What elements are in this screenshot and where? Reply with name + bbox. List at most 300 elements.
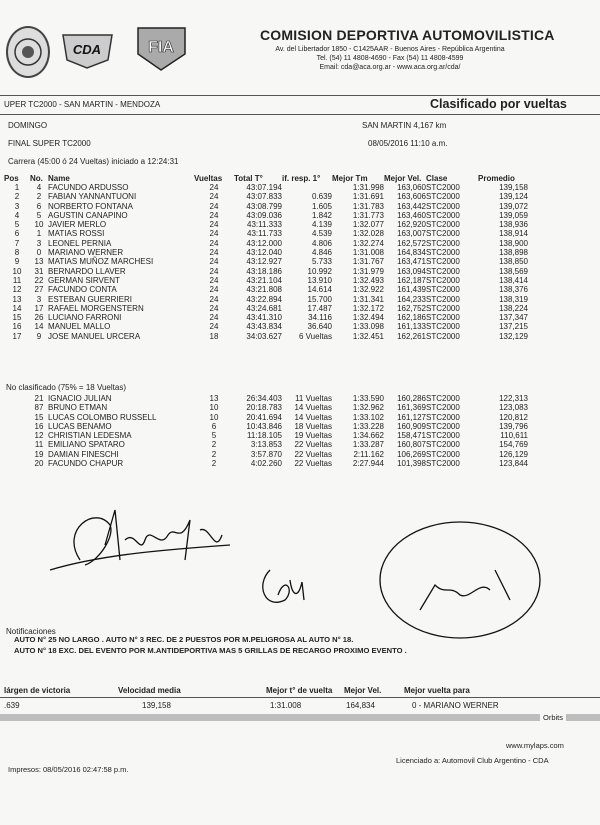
- cell-name: IGNACIO JULIAN: [48, 394, 112, 403]
- cell-pos: 10: [12, 266, 22, 276]
- cell-best: 2:27.944: [352, 459, 384, 469]
- cell-diff: 14.614: [307, 285, 332, 295]
- cell-name: EMILIANO SPATARO: [48, 440, 125, 450]
- cell-vel: 162,920: [397, 220, 426, 230]
- cell-laps: 6: [211, 421, 217, 431]
- club-seal-logo: [6, 26, 50, 78]
- cell-vel: 162,186: [397, 313, 426, 323]
- event-date: 08/05/2016 11:10 a.m.: [368, 139, 448, 148]
- note-line-2: AUTO N° 18 EXC. DEL EVENTO POR M.ANTIDEPORTIVA MAS 5 GRILLAS DE RECARGO PROXIMO EVENTO .: [14, 646, 407, 655]
- cell-total: 11:18.105: [247, 431, 282, 441]
- cell-total: 10:43.846: [246, 421, 282, 431]
- cell-avg: 139,124: [499, 192, 528, 202]
- org-title: COMISION DEPORTIVA AUTOMOVILISTICA: [260, 27, 555, 43]
- notes-label: Notificaciones: [6, 627, 56, 636]
- cell-diff: 4.139: [311, 220, 332, 230]
- cell-no: 31: [34, 266, 44, 276]
- cell-total: 43:21.808: [246, 285, 282, 295]
- cell-pos: [4, 422, 30, 431]
- signature-3-icon: [380, 522, 540, 638]
- table-row: [4, 220, 528, 229]
- cell-best: 1:32.962: [352, 403, 384, 413]
- signatures-area: [40, 500, 580, 640]
- cell-cls: STC2000: [426, 238, 460, 248]
- cell-name: JOSE MANUEL URCERA: [48, 331, 141, 341]
- footer-printed: Impresos: 08/05/2016 02:47:58 p.m.: [8, 765, 129, 774]
- cell-pos: [4, 450, 30, 459]
- table-row: [4, 276, 528, 285]
- table-row: [4, 285, 528, 294]
- cell-diff: 17.487: [307, 303, 332, 313]
- cell-total: 20:41.694: [246, 412, 282, 422]
- cell-no: 0: [36, 248, 42, 258]
- cell-name: DAMIAN FINESCHI: [48, 449, 119, 459]
- cell-diff: 6 Vueltas: [298, 331, 332, 341]
- table-row: [4, 257, 528, 266]
- not-classified-body: [4, 394, 528, 468]
- table-row: [4, 211, 528, 220]
- cell-vel: 101,398: [397, 459, 426, 469]
- cell-best: 1:32.274: [352, 238, 384, 248]
- cell-best: 1:32.028: [352, 229, 384, 239]
- cell-pos: 3: [14, 201, 20, 211]
- cell-cls: STC2000: [426, 313, 460, 323]
- event-day: DOMINGO: [8, 121, 48, 130]
- cell-total: 43:12.000: [246, 238, 282, 248]
- summary-h-bestlap-for: Mejor vuelta para: [404, 686, 470, 695]
- cell-name: LUCAS COLOMBO RUSSELL: [48, 412, 157, 422]
- cell-pos: 9: [14, 257, 20, 267]
- cell-pos: 2: [14, 192, 20, 202]
- event-session: FINAL SUPER TC2000: [8, 139, 91, 148]
- cell-cls: STC2000: [426, 229, 460, 239]
- cell-no: 27: [34, 285, 44, 295]
- cell-diff: 22 Vueltas: [294, 440, 332, 450]
- cell-cls: STC2000: [426, 266, 460, 276]
- cell-name: AGUSTIN CANAPINO: [48, 210, 128, 220]
- cell-pos: 8: [14, 248, 20, 258]
- cell-best: 1:33.098: [352, 322, 384, 332]
- cell-laps: 13: [209, 394, 219, 403]
- cell-pos: 11: [12, 275, 22, 285]
- cell-pos: 14: [12, 303, 22, 313]
- cell-total: 43:07.833: [246, 192, 282, 202]
- cell-pos: 17: [12, 331, 22, 341]
- summary-h-margin: lárgen de victoria: [4, 686, 71, 695]
- cell-no: 6: [36, 201, 42, 211]
- org-contact: Email: cda@aca.org.ar - www.aca.org.ar/cda/: [319, 64, 461, 71]
- cell-avg: 122,313: [499, 394, 528, 403]
- cell-name: MANUEL MALLO: [48, 322, 111, 332]
- cell-total: 43:07.194: [246, 183, 282, 192]
- cell-diff: 22 Vueltas: [294, 459, 332, 469]
- cda-shield-icon: [60, 30, 115, 70]
- cell-total: 43:12.040: [246, 248, 282, 258]
- cell-name: MARIANO WERNER: [48, 248, 124, 258]
- cell-cls: STC2000: [426, 394, 460, 403]
- cell-pos: [4, 413, 30, 422]
- cell-no: 5: [36, 210, 42, 220]
- cell-cls: STC2000: [426, 431, 460, 441]
- col-no: No.: [30, 174, 43, 183]
- cell-name: ESTEBAN GUERRIERI: [48, 294, 133, 304]
- cell-diff: 4.806: [311, 238, 332, 248]
- cell-laps: 2: [211, 459, 217, 469]
- cell-name: BERNARDO LLAVER: [48, 266, 126, 276]
- cell-cls: STC2000: [426, 331, 460, 341]
- cell-vel: 158,471: [397, 431, 426, 441]
- results-table: [4, 174, 528, 341]
- org-phone: Tel. (54) 11 4808-4690 - Fax (54) 11 4808-4599: [316, 55, 464, 62]
- summary-rule: [0, 697, 600, 698]
- cell-name: NORBERTO FONTANA: [48, 201, 133, 211]
- cell-no: 11: [34, 440, 44, 450]
- cell-best: 1:32.922: [352, 285, 384, 295]
- cell-vel: 163,094: [397, 266, 426, 276]
- cell-vel: 163,460: [397, 210, 426, 220]
- cell-vel: 160,286: [397, 394, 426, 403]
- cell-pos: [4, 403, 30, 412]
- cell-avg: 138,224: [499, 303, 528, 313]
- table-row: [4, 239, 528, 248]
- cell-pos: 15: [12, 313, 22, 323]
- cell-no: 9: [36, 331, 42, 341]
- cell-vel: 161,369: [397, 403, 426, 413]
- cell-cls: STC2000: [426, 257, 460, 267]
- cell-best: 1:31.783: [352, 201, 384, 211]
- cell-diff: 4.846: [311, 248, 332, 258]
- cell-avg: 138,936: [499, 220, 528, 230]
- table-row: [4, 431, 528, 440]
- cell-cls: STC2000: [426, 192, 460, 202]
- event-series: UPER TC2000 - SAN MARTIN - MENDOZA: [4, 100, 161, 109]
- cell-laps: 24: [209, 294, 219, 304]
- cell-no: 20: [34, 459, 44, 469]
- cell-avg: 139,796: [499, 421, 528, 431]
- cell-name: FACUNDO ARDUSSO: [48, 183, 129, 192]
- cell-avg: 123,083: [499, 403, 528, 413]
- cda-logo: [60, 30, 115, 70]
- cell-diff: 14 Vueltas: [294, 403, 332, 413]
- footer-orbits: Orbits: [540, 713, 566, 722]
- col-diff: if. resp. 1°: [282, 174, 321, 183]
- cell-best: 2:11.162: [353, 449, 384, 459]
- cell-best: 1:32.077: [352, 220, 384, 230]
- cell-diff: 13.910: [307, 275, 332, 285]
- classified-body: [4, 183, 528, 341]
- table-row: [4, 267, 528, 276]
- cell-pos: [4, 440, 30, 449]
- cell-best: 1:32.494: [352, 313, 384, 323]
- cell-pos: 5: [14, 220, 20, 230]
- cell-diff: 10.992: [307, 266, 332, 276]
- cell-no: 3: [36, 294, 42, 304]
- cell-vel: 163,606: [397, 192, 426, 202]
- cell-pos: [4, 459, 30, 468]
- cell-no: 3: [36, 238, 42, 248]
- cell-name: FABIAN YANNANTUONI: [48, 192, 137, 202]
- header-rule-2: [0, 114, 600, 115]
- cell-cls: STC2000: [426, 285, 460, 295]
- footer-license: Licenciado a: Automovil Club Argentino - CDA: [396, 756, 549, 765]
- cell-best: 1:33.287: [352, 440, 384, 450]
- col-class: Clase: [426, 174, 448, 183]
- cell-name: LUCIANO FARRONI: [48, 313, 122, 323]
- cell-total: 43:43.834: [246, 322, 282, 332]
- cell-best: 1:34.662: [352, 431, 384, 441]
- cell-vel: 162,752: [397, 303, 426, 313]
- cell-best: 1:31.691: [352, 192, 384, 202]
- cell-avg: 138,900: [499, 238, 528, 248]
- cell-cls: STC2000: [426, 459, 460, 469]
- cell-name: FACUNDO CHAPUR: [48, 459, 124, 469]
- cell-laps: 24: [209, 220, 219, 230]
- cell-pos: [4, 394, 30, 403]
- summary-bestlap-for: 0 - MARIANO WERNER: [412, 701, 499, 710]
- cell-total: 43:12.927: [246, 257, 282, 267]
- results-header-row: [4, 174, 528, 183]
- cell-diff: 0.639: [311, 192, 332, 202]
- cell-avg: 138,850: [499, 257, 528, 267]
- cell-total: 43:11.733: [247, 229, 282, 239]
- table-row: [4, 450, 528, 459]
- cell-total: 43:21.104: [246, 275, 282, 285]
- cell-cls: STC2000: [426, 294, 460, 304]
- cell-vel: 162,572: [397, 238, 426, 248]
- cell-laps: 24: [209, 183, 219, 192]
- cell-best: 1:33.102: [352, 412, 384, 422]
- header-rule: [0, 95, 600, 96]
- cell-cls: STC2000: [426, 275, 460, 285]
- event-circuit: SAN MARTIN 4,167 km: [362, 121, 447, 130]
- cell-name: CHRISTIAN LEDESMA: [48, 431, 132, 441]
- table-row: [4, 332, 528, 341]
- cell-avg: 138,914: [499, 229, 528, 239]
- col-vel: Mejor Vel.: [384, 174, 422, 183]
- summary-h-speed: Velocidad media: [118, 686, 181, 695]
- cell-total: 43:09.036: [246, 210, 282, 220]
- table-row: [4, 248, 528, 257]
- cell-name: LEONEL PERNIA: [48, 238, 112, 248]
- cell-name: MATIAS ROSSI: [48, 229, 105, 239]
- cell-avg: 139,072: [499, 201, 528, 211]
- summary-bestvel: 164,834: [346, 701, 375, 710]
- summary-speed: 139,158: [142, 701, 171, 710]
- cell-laps: 24: [209, 275, 219, 285]
- cell-laps: 5: [211, 431, 217, 441]
- cell-cls: STC2000: [426, 220, 460, 230]
- cell-no: 87: [34, 403, 44, 413]
- cell-name: FACUNDO CONTA: [48, 285, 117, 295]
- cell-no: 16: [34, 421, 44, 431]
- cell-laps: 24: [209, 201, 219, 211]
- cell-laps: 24: [209, 210, 219, 220]
- cell-cls: STC2000: [426, 449, 460, 459]
- cell-diff: 14 Vueltas: [294, 412, 332, 422]
- cell-name: GERMAN SIRVENT: [48, 275, 120, 285]
- cell-best: 1:31.341: [352, 294, 384, 304]
- footer-bar: [0, 714, 600, 721]
- cell-cls: STC2000: [426, 412, 460, 422]
- cell-laps: 24: [209, 303, 219, 313]
- cell-diff: 15.700: [307, 294, 332, 304]
- note-line-1: AUTO N° 25 NO LARGO . AUTO N° 3 REC. DE 2 PUESTOS POR M.PELIGROSA AL AUTO N° 18.: [14, 635, 354, 644]
- cell-vel: 164,834: [397, 248, 426, 258]
- cell-avg: 138,569: [499, 266, 528, 276]
- cell-pos: 7: [14, 238, 20, 248]
- fia-logo-text: FIA: [148, 39, 174, 56]
- cell-vel: 163,060: [397, 183, 426, 192]
- cell-cls: STC2000: [426, 421, 460, 431]
- cell-laps: 18: [209, 331, 219, 341]
- cell-laps: 2: [211, 449, 217, 459]
- cell-vel: 163,442: [397, 201, 426, 211]
- cell-total: 43:11.333: [247, 220, 282, 230]
- cell-avg: 138,376: [499, 285, 528, 295]
- cell-avg: 132,129: [499, 331, 528, 341]
- cell-total: 43:41.310: [246, 313, 282, 323]
- cell-diff: 22 Vueltas: [294, 449, 332, 459]
- cell-cls: STC2000: [426, 210, 460, 220]
- cell-total: 43:24.681: [246, 303, 282, 313]
- not-classified-label: No clasificado (75% = 18 Vueltas): [6, 383, 126, 392]
- cell-vel: 164,233: [397, 294, 426, 304]
- cell-best: 1:31.773: [352, 210, 384, 220]
- cell-laps: 10: [209, 412, 219, 422]
- table-row: [4, 413, 528, 422]
- cell-total: 3:13.853: [250, 440, 282, 450]
- cell-diff: 34.116: [308, 313, 332, 323]
- cell-no: 14: [34, 322, 44, 332]
- col-avg: Promedio: [478, 174, 515, 183]
- footer-website: www.mylaps.com: [506, 741, 564, 750]
- cda-logo-text: CDA: [72, 42, 102, 57]
- cell-avg: 137,347: [499, 313, 528, 323]
- cell-best: 1:31.979: [352, 266, 384, 276]
- cell-no: 4: [36, 183, 42, 192]
- table-row: [4, 229, 528, 238]
- cell-no: 10: [34, 220, 44, 230]
- cell-total: 34:03.627: [246, 331, 282, 341]
- cell-laps: 24: [209, 229, 219, 239]
- cell-laps: 24: [209, 248, 219, 258]
- cell-total: 4:02.260: [250, 459, 282, 469]
- table-row: [4, 313, 528, 322]
- cell-no: 2: [36, 192, 42, 202]
- table-row: [4, 295, 528, 304]
- summary-bestlap: 1:31.008: [270, 701, 302, 710]
- cell-diff: [282, 183, 332, 192]
- cell-vel: 162,261: [397, 331, 426, 341]
- table-row: [4, 394, 528, 403]
- cell-name: MATIAS MUÑOZ MARCHESI: [48, 257, 154, 267]
- cell-diff: 4.539: [311, 229, 332, 239]
- cell-pos: 12: [12, 285, 22, 295]
- table-row: [4, 183, 528, 192]
- cell-vel: 160,807: [397, 440, 426, 450]
- cell-diff: 1.605: [311, 201, 332, 211]
- cell-cls: STC2000: [426, 403, 460, 413]
- doc-title: Clasificado por vueltas: [430, 97, 567, 111]
- cell-avg: 138,898: [499, 248, 528, 258]
- cell-avg: 139,059: [499, 210, 528, 220]
- cell-pos: [4, 431, 30, 440]
- cell-vel: 162,187: [397, 275, 426, 285]
- cell-name: BRUNO ETMAN: [48, 403, 108, 413]
- cell-avg: 126,129: [499, 449, 528, 459]
- cell-cls: STC2000: [426, 183, 460, 192]
- col-total: Total T°: [234, 174, 263, 183]
- cell-avg: 120,812: [499, 412, 528, 422]
- cell-no: 22: [34, 275, 44, 285]
- cell-no: 21: [34, 394, 44, 403]
- col-laps: Vueltas: [194, 174, 223, 183]
- cell-diff: 5.733: [311, 257, 332, 267]
- fia-shield-icon: [134, 24, 189, 74]
- cell-best: 1:33.228: [352, 421, 384, 431]
- cell-no: 1: [36, 229, 42, 239]
- cell-best: 1:31.998: [352, 183, 384, 192]
- cell-total: 43:22.894: [246, 294, 282, 304]
- cell-name: RAFAEL MORGENSTERN: [48, 303, 144, 313]
- cell-laps: 24: [209, 322, 219, 332]
- cell-vel: 106,269: [397, 449, 426, 459]
- cell-best: 1:31.767: [352, 257, 384, 267]
- cell-avg: 139,158: [499, 183, 528, 192]
- cell-no: 19: [34, 449, 44, 459]
- table-row: [4, 403, 528, 412]
- summary-margin: .639: [4, 701, 20, 710]
- cell-best: 1:32.172: [352, 303, 384, 313]
- cell-diff: 19 Vueltas: [294, 431, 332, 441]
- col-best: Mejor Tm: [332, 174, 368, 183]
- cell-vel: 161,133: [397, 322, 426, 332]
- cell-best: 1:33.590: [352, 394, 384, 403]
- cell-pos: 1: [14, 183, 20, 192]
- cell-best: 1:31.008: [352, 248, 384, 258]
- cell-laps: 2: [211, 440, 217, 450]
- cell-cls: STC2000: [426, 248, 460, 258]
- cell-total: 3:57.870: [250, 449, 282, 459]
- col-name: Name: [48, 174, 70, 183]
- cell-no: 15: [34, 412, 44, 422]
- race-info: Carrera (45:00 ó 24 Vueltas) iniciado a 12:24:31: [8, 157, 179, 166]
- cell-pos: 6: [14, 229, 20, 239]
- cell-vel: 163,007: [397, 229, 426, 239]
- signature-1-icon: [50, 510, 230, 570]
- cell-laps: 24: [209, 266, 219, 276]
- cell-avg: 138,319: [499, 294, 528, 304]
- club-seal-icon: [8, 28, 48, 76]
- cell-total: 20:18.783: [246, 403, 282, 413]
- cell-cls: STC2000: [426, 201, 460, 211]
- cell-diff: 1.842: [311, 210, 332, 220]
- cell-laps: 10: [209, 403, 219, 413]
- cell-laps: 24: [209, 313, 219, 323]
- summary-h-bestlap: Mejor t° de vuelta: [266, 686, 333, 695]
- not-classified-table: [4, 394, 528, 468]
- cell-total: 43:18.186: [246, 266, 282, 276]
- cell-pos: 4: [14, 210, 20, 220]
- cell-vel: 161,127: [397, 412, 426, 422]
- cell-diff: 11 Vueltas: [295, 394, 332, 403]
- fia-logo: [134, 24, 189, 74]
- cell-avg: 137,215: [499, 322, 528, 332]
- cell-total: 43:08.799: [246, 201, 282, 211]
- table-row: [4, 304, 528, 313]
- cell-no: 26: [34, 313, 44, 323]
- table-row: [4, 322, 528, 331]
